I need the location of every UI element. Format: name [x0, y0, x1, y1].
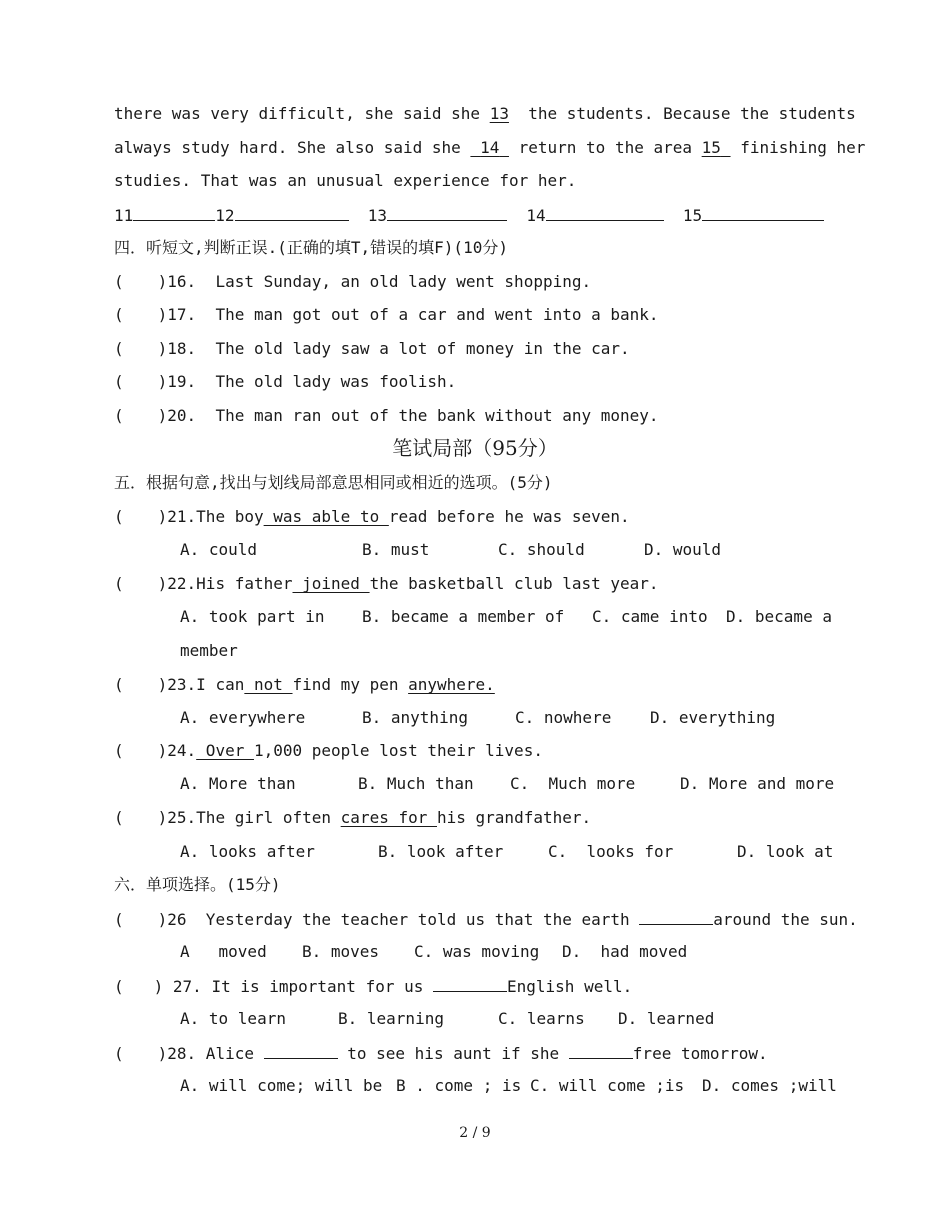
option-b[interactable]: B. learning: [338, 1009, 444, 1028]
passage-line-3: studies. That was an unusual experience for her.: [114, 171, 577, 190]
answer-blank[interactable]: [235, 205, 349, 221]
option-a[interactable]: A moved: [180, 942, 267, 961]
question-24: ( )24. Over 1,000 people lost their lives.: [114, 741, 543, 760]
question-22: ( )22.His father joined the basketball club last year.: [114, 574, 659, 593]
underlined-phrase: cares for: [340, 808, 437, 827]
question-20: ( )20. The man ran out of the bank without any money.: [114, 406, 659, 425]
option-b[interactable]: B. Much than: [358, 774, 474, 793]
option-d[interactable]: D. had moved: [562, 942, 688, 961]
option-a[interactable]: A. looks after: [180, 842, 315, 861]
blank-13: 13: [489, 104, 509, 123]
option-d[interactable]: D. look at: [737, 842, 834, 861]
answer-blanks-row: 11 12 13 14 15: [114, 205, 824, 225]
question-25: ( )25.The girl often cares for his grandfather.: [114, 808, 592, 827]
passage-line-1: there was very difficult, she said she 13 the students. Because the students: [114, 104, 856, 123]
option-c[interactable]: C. Much more: [510, 774, 636, 793]
section-6-heading: 六．单项选择。(15分): [114, 875, 281, 894]
option-a[interactable]: A. More than: [180, 774, 296, 793]
option-c[interactable]: C. should: [498, 540, 585, 559]
option-a[interactable]: A. to learn: [180, 1009, 286, 1028]
option-b[interactable]: B. became a member of: [362, 607, 565, 626]
blank-14: 14: [480, 138, 500, 157]
option-b[interactable]: B. look after: [378, 842, 504, 861]
question-27: ( ) 27. It is important for us English well.: [114, 977, 633, 996]
underlined-phrase: Over: [196, 741, 254, 760]
underlined-phrase: not: [244, 675, 293, 694]
underlined-phrase: joined: [292, 574, 370, 593]
option-d[interactable]: D. comes ;will: [702, 1076, 837, 1095]
question-16: ( )16. Last Sunday, an old lady went shopping.: [114, 272, 592, 291]
option-c[interactable]: C. learns: [498, 1009, 585, 1028]
written-part-title: 笔试局部（95分）: [392, 436, 558, 460]
option-d[interactable]: D. learned: [618, 1009, 715, 1028]
fill-blank[interactable]: [639, 909, 713, 925]
option-d[interactable]: D. would: [644, 540, 722, 559]
question-28: ( )28. Alice to see his aunt if she free tomorrow.: [114, 1044, 768, 1063]
question-19: ( )19. The old lady was foolish.: [114, 372, 457, 391]
fill-blank[interactable]: [569, 1043, 633, 1059]
answer-blank[interactable]: [133, 205, 215, 221]
option-c[interactable]: C. came into: [592, 607, 708, 626]
option-a[interactable]: A. took part in: [180, 607, 325, 626]
option-a[interactable]: A. everywhere: [180, 708, 306, 727]
page-number: 2 / 9: [459, 1125, 491, 1141]
underlined-phrase: anywhere.: [408, 675, 495, 694]
question-26: ( )26 Yesterday the teacher told us that the earth around the sun.: [114, 910, 858, 929]
option-b[interactable]: B . come ; is: [396, 1076, 522, 1095]
option-d[interactable]: D. everything: [650, 708, 776, 727]
option-c[interactable]: C. will come ;is: [530, 1076, 685, 1095]
blank-15: 15: [701, 138, 721, 157]
option-c[interactable]: C. was moving: [414, 942, 540, 961]
fill-blank[interactable]: [433, 976, 507, 992]
option-c[interactable]: C. nowhere: [515, 708, 612, 727]
option-b[interactable]: B. moves: [302, 942, 380, 961]
option-a[interactable]: A. could: [180, 540, 258, 559]
option-b[interactable]: B. must: [362, 540, 430, 559]
option-c[interactable]: C. looks for: [548, 842, 674, 861]
fill-blank[interactable]: [264, 1043, 338, 1059]
answer-blank[interactable]: [546, 205, 664, 221]
passage-line-2: always study hard. She also said she 14 return to the area 15 finishing her: [114, 138, 866, 157]
question-17: ( )17. The man got out of a car and went into a bank.: [114, 305, 659, 324]
question-18: ( )18. The old lady saw a lot of money in the car.: [114, 339, 630, 358]
question-23: ( )23.I can not find my pen anywhere.: [114, 675, 495, 694]
answer-blank[interactable]: [702, 205, 824, 221]
option-b[interactable]: B. anything: [362, 708, 468, 727]
section-4-heading: 四．听短文,判断正误.(正确的填T,错误的填F)(10分): [114, 238, 508, 257]
section-5-heading: 五．根据句意,找出与划线局部意思相同或相近的选项。(5分): [114, 473, 553, 492]
option-d[interactable]: D. More and more: [680, 774, 835, 793]
question-21: ( )21.The boy was able to read before he was seven.: [114, 507, 630, 526]
option-a[interactable]: A. will come; will be: [180, 1076, 383, 1095]
underlined-phrase: was able to: [263, 507, 389, 526]
option-d[interactable]: D. became a: [726, 607, 832, 626]
option-d-wrap: member: [180, 641, 238, 660]
answer-blank[interactable]: [387, 205, 507, 221]
